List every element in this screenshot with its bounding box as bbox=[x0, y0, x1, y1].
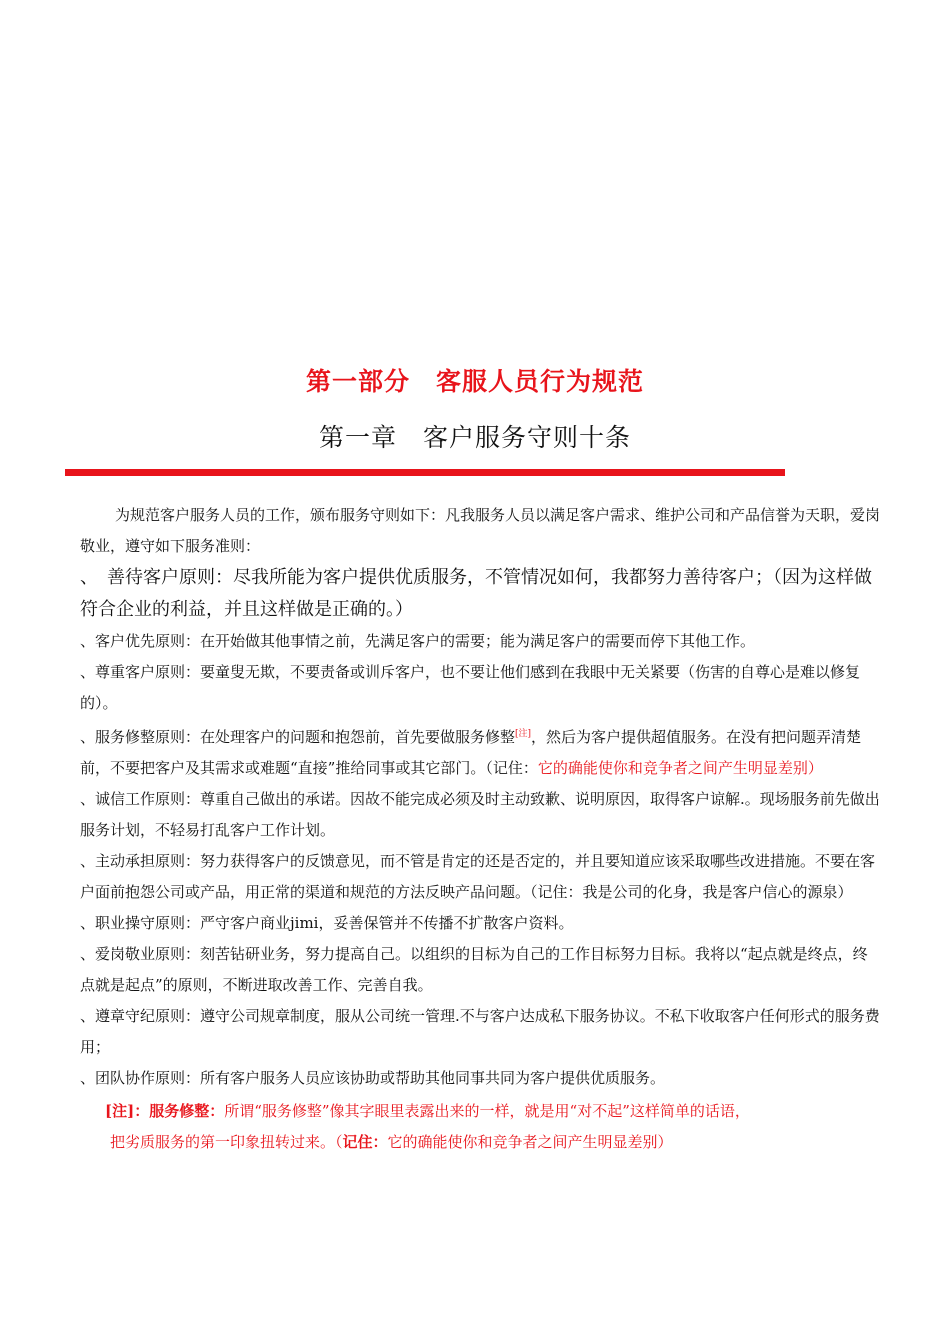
rule-integrity: 、诚信工作原则：尊重自己做出的承诺。因故不能完成必须及时主动致歉、说明原因，取得客户谅解.。现场服务前先做出服务计划，不轻易打乱客户工作计划。 bbox=[80, 790, 880, 839]
rule-service-recovery bbox=[80, 719, 880, 784]
title-divider bbox=[65, 469, 785, 476]
chapter-title: 第一章 客户服务守则十条 bbox=[318, 423, 631, 452]
footnote-marker[interactable]: [注] bbox=[515, 729, 532, 739]
rule-service-recovery-text-2: ，然后为客户提供超值服务。在没有把问题弄清楚前，不要把客户及其需求或难题“直接”推给同事或其它部门。（记住： bbox=[80, 728, 862, 777]
footnote-text-3: 它的确能使你和竞争者之间产生明显差别） bbox=[387, 1133, 673, 1151]
rule-teamwork: 、团队协作原则：所有客户服务人员应该协助或帮助其他同事共同为客户提供优质服务。 bbox=[80, 1069, 666, 1087]
footnote-remember: 记住： bbox=[342, 1133, 388, 1151]
document-body bbox=[80, 500, 880, 1158]
intro-paragraph: 为规范客户服务人员的工作，颁布服务守则如下：凡我服务人员以满足客户需求、维护公司和产品信誉为天职，爱岗敬业，遵守如下服务准则： bbox=[80, 506, 881, 555]
rule-responsibility: 、主动承担原则：努力获得客户的反馈意见，而不管是肯定的还是否定的，并且要知道应该采取哪些改进措施。不要在客户面前抱怨公司或产品，用正常的渠道和规范的方法反映产品问题。（记住：我是公司的化身，我是客户信心的源泉） bbox=[80, 852, 876, 901]
footnote-text: 所谓“服务修整”像其字眼里表露出来的一样，就是用“对不起”这样简单的话语， bbox=[224, 1102, 750, 1120]
footnote-text-2: 把劣质服务的第一印象扭转过来。（ bbox=[110, 1133, 343, 1151]
rule-customer-kindness: 、 善待客户原则：尽我所能为客户提供优质服务，不管情况如何，我都努力善待客户；（因为这样做符合企业的利益，并且这样做是正确的。） bbox=[80, 567, 872, 620]
rule-professional-ethics: 、职业操守原则：严守客户商业jimi，妥善保管并不传播不扩散客户资料。 bbox=[80, 914, 574, 932]
rule-discipline: 、遵章守纪原则：遵守公司规章制度，服从公司统一管理.不与客户达成私下服务协议。不私下收取客户任何形式的服务费用； bbox=[80, 1007, 880, 1056]
footnote bbox=[105, 1096, 880, 1158]
rule-respect-customer: 、尊重客户原则：要童叟无欺，不要责备或训斥客户，也不要让他们感到在我眼中无关紧要（伤害的自尊心是难以修复的）。 bbox=[80, 663, 861, 712]
rule-customer-priority: 、客户优先原则：在开始做其他事情之前，先满足客户的需要；能为满足客户的需要而停下其他工作。 bbox=[80, 632, 756, 650]
highlight-text: 它的确能使你和竞争者之间产生明显差别） bbox=[537, 759, 823, 777]
footnote-label: [注]：服务修整： bbox=[105, 1102, 225, 1120]
part-title: 第一部分 客服人员行为规范 bbox=[305, 367, 644, 396]
rule-service-recovery-text: 、服务修整原则：在处理客户的问题和抱怨前，首先要做服务修整 bbox=[80, 728, 516, 746]
rule-dedication: 、爱岗敬业原则：刻苦钻研业务，努力提高自己。以组织的目标为自己的工作目标努力目标。我将以“起点就是终点，终点就是起点”的原则，不断进取改善工作、完善自我。 bbox=[80, 945, 868, 994]
